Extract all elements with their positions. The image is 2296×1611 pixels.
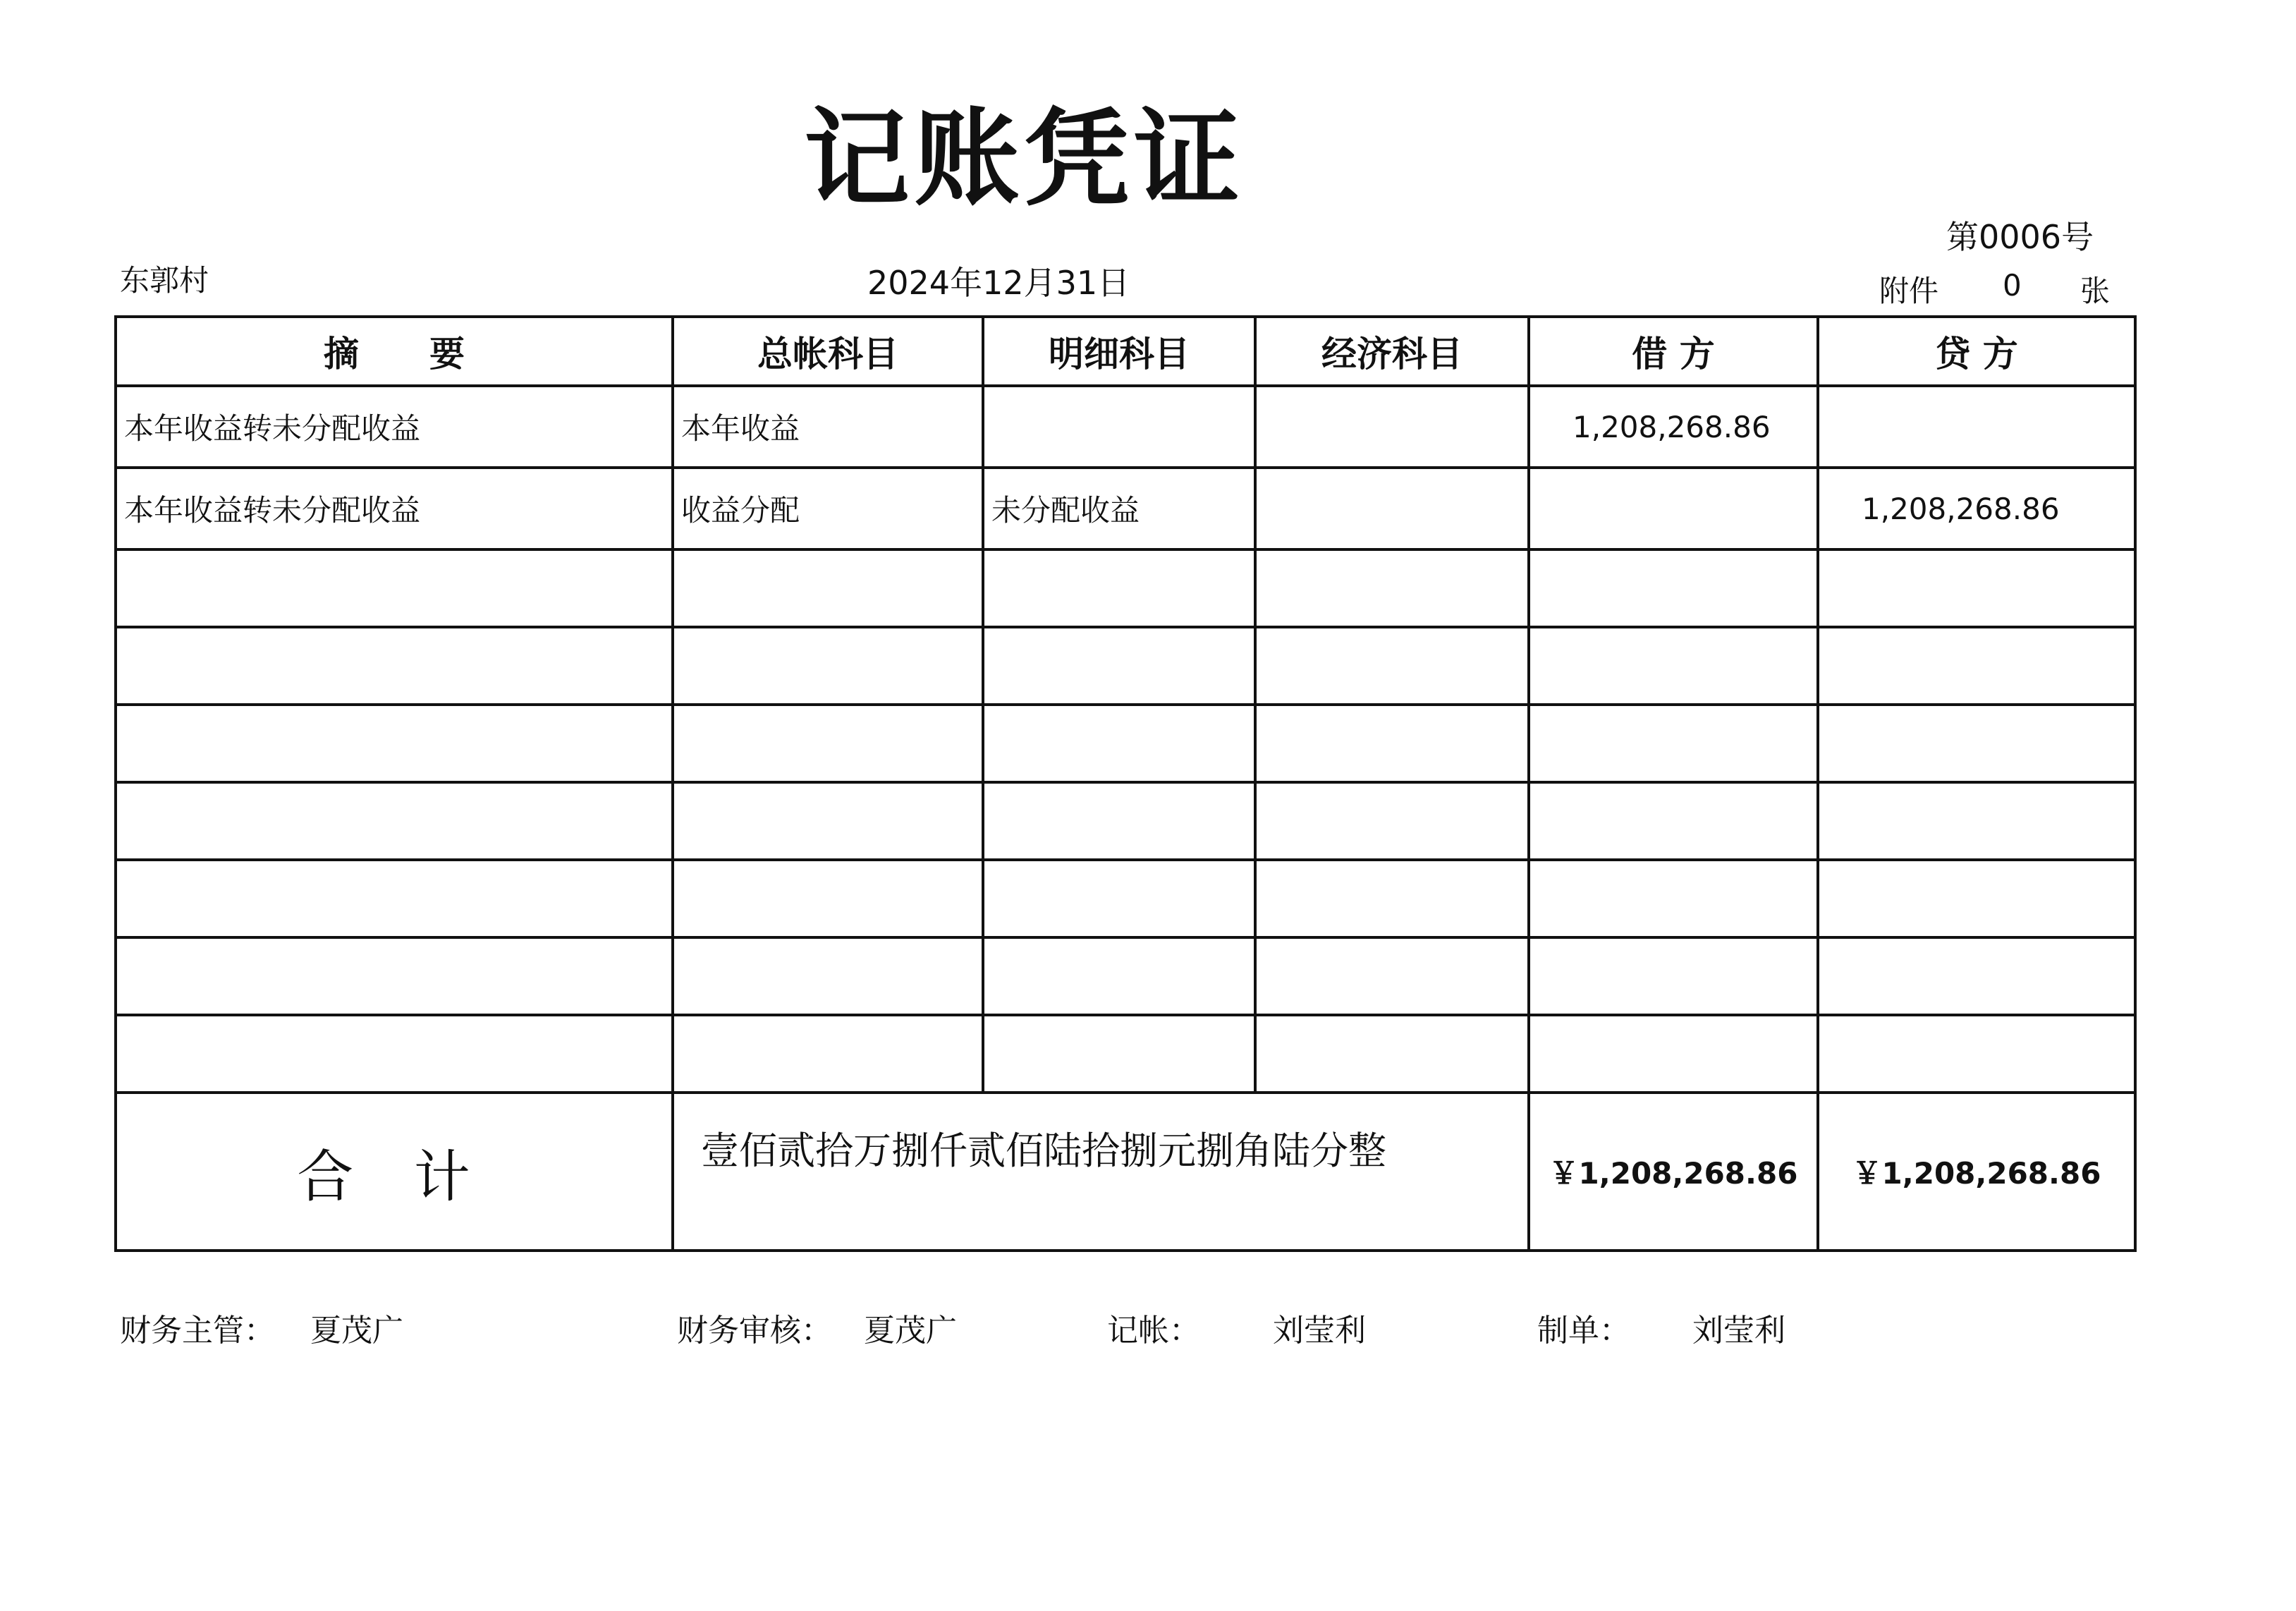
signature-name-preparer: 刘莹利 xyxy=(1692,1313,1785,1349)
column-header-detail: 明细科目 xyxy=(983,317,1255,386)
table-row-empty xyxy=(116,782,2135,860)
total-amount-in-words: 壹佰贰拾万捌仟贰佰陆拾捌元捌角陆分整 xyxy=(673,1093,1529,1251)
total-credit: ￥1,208,268.86 xyxy=(1818,1093,2135,1251)
table-header-row xyxy=(116,317,2135,386)
entry-credit: 1,208,268.86 xyxy=(1818,468,2135,549)
village-name: 东郭村 xyxy=(120,263,209,298)
column-header-summary: 摘 要 xyxy=(116,317,673,386)
entry-detail: 未分配收益 xyxy=(983,468,1255,549)
entry-summary: 本年收益转未分配收益 xyxy=(116,386,673,468)
entry-econ xyxy=(1255,386,1529,468)
entry-summary: 本年收益转未分配收益 xyxy=(116,468,673,549)
table-row-empty xyxy=(116,705,2135,782)
entry-debit: 1,208,268.86 xyxy=(1529,386,1818,468)
table-row-empty xyxy=(116,1015,2135,1093)
attachment-label: 附件 xyxy=(1879,274,1939,308)
table-row xyxy=(116,386,2135,468)
table-row-empty xyxy=(116,860,2135,937)
entry-credit xyxy=(1818,386,2135,468)
total-debit: ￥1,208,268.86 xyxy=(1529,1093,1818,1251)
signature-name-auditor: 夏茂广 xyxy=(864,1313,957,1349)
signature-role-supervisor: 财务主管： xyxy=(120,1313,275,1349)
total-row xyxy=(116,1093,2135,1251)
entry-econ xyxy=(1255,468,1529,549)
attachment-unit: 张 xyxy=(2080,274,2111,308)
table-row-empty xyxy=(116,937,2135,1015)
signature-role-bookkeeper: 记帐： xyxy=(1107,1313,1200,1349)
entry-ledger: 本年收益 xyxy=(673,386,983,468)
entry-ledger: 收益分配 xyxy=(673,468,983,549)
entry-detail xyxy=(983,386,1255,468)
attachment-count: 0 xyxy=(2003,268,2022,303)
column-header-credit: 贷 方 xyxy=(1818,317,2135,386)
document-title: 记账凭证 xyxy=(804,97,1245,221)
voucher-number: 第0006号 xyxy=(1946,218,2094,256)
signature-role-auditor: 财务审核： xyxy=(677,1313,832,1349)
table-row-empty xyxy=(116,627,2135,705)
signature-name-bookkeeper: 刘莹利 xyxy=(1273,1313,1366,1349)
entry-debit xyxy=(1529,468,1818,549)
table-row-empty xyxy=(116,549,2135,627)
total-label: 合 计 xyxy=(116,1093,673,1251)
table-row xyxy=(116,468,2135,549)
signature-name-supervisor: 夏茂广 xyxy=(310,1313,403,1349)
column-header-economic: 经济科目 xyxy=(1255,317,1529,386)
column-header-ledger: 总帐科目 xyxy=(673,317,983,386)
column-header-debit: 借 方 xyxy=(1529,317,1818,386)
voucher-date: 2024年12月31日 xyxy=(867,264,1130,302)
signature-role-preparer: 制单： xyxy=(1537,1313,1630,1349)
voucher-table xyxy=(114,315,2137,1252)
